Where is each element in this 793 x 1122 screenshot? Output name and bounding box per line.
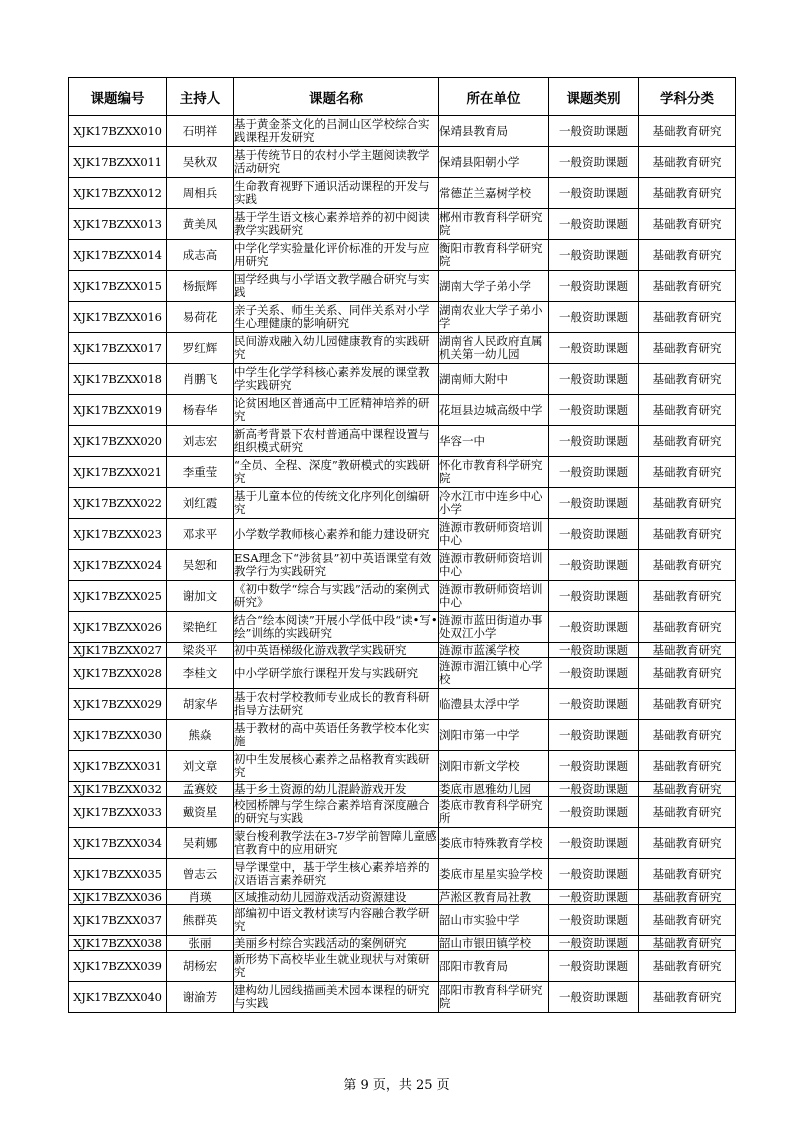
- cell-unit: 冷水江市中连乡中心小学: [439, 488, 549, 519]
- header-host: 主持人: [167, 78, 234, 116]
- cell-unit: 涟源市教研师资培训中心: [439, 581, 549, 612]
- cell-host: 吴恕和: [167, 550, 234, 581]
- cell-subject: 基础教育研究: [639, 209, 736, 240]
- cell-title: 中小学研学旅行课程开发与实践研究: [234, 658, 439, 689]
- cell-category: 一般资助课题: [549, 658, 639, 689]
- cell-host: 肖瑛: [167, 890, 234, 905]
- cell-category: 一般资助课题: [549, 643, 639, 658]
- cell-host: 石明祥: [167, 116, 234, 147]
- table-row: [69, 488, 736, 519]
- cell-subject: 基础教育研究: [639, 116, 736, 147]
- cell-subject: 基础教育研究: [639, 519, 736, 550]
- cell-unit: 衡阳市教育科学研究院: [439, 240, 549, 271]
- cell-code: XJK17BZXX028: [69, 658, 167, 689]
- cell-host: 刘志宏: [167, 426, 234, 457]
- table-row: [69, 782, 736, 797]
- header-title: 课题名称: [234, 78, 439, 116]
- cell-subject: 基础教育研究: [639, 457, 736, 488]
- cell-subject: 基础教育研究: [639, 240, 736, 271]
- cell-subject: 基础教育研究: [639, 488, 736, 519]
- cell-category: 一般资助课题: [549, 982, 639, 1013]
- cell-code: XJK17BZXX029: [69, 689, 167, 720]
- cell-host: 曾志云: [167, 859, 234, 890]
- cell-title: 基于农村学校教师专业成长的教育科研指导方法研究: [234, 689, 439, 720]
- cell-category: 一般资助课题: [549, 364, 639, 395]
- cell-title: 《初中数学“综合与实践”活动的案例式研究》: [234, 581, 439, 612]
- table-row: [69, 426, 736, 457]
- cell-code: XJK17BZXX018: [69, 364, 167, 395]
- cell-host: 谢加文: [167, 581, 234, 612]
- cell-title: 初中英语梯级化游戏教学实践研究: [234, 643, 439, 658]
- cell-category: 一般资助课题: [549, 519, 639, 550]
- cell-code: XJK17BZXX026: [69, 612, 167, 643]
- cell-title: 亲子关系、师生关系、同伴关系对小学生心理健康的影响研究: [234, 302, 439, 333]
- cell-unit: 涟源市蓝溪学校: [439, 643, 549, 658]
- cell-unit: 涟源市教研师资培训中心: [439, 519, 549, 550]
- table-row: [69, 612, 736, 643]
- cell-title: 小学数学教师核心素养和能力建设研究: [234, 519, 439, 550]
- cell-code: XJK17BZXX022: [69, 488, 167, 519]
- cell-host: 梁艳红: [167, 612, 234, 643]
- cell-host: 谢渝芳: [167, 982, 234, 1013]
- cell-subject: 基础教育研究: [639, 720, 736, 751]
- cell-category: 一般资助课题: [549, 395, 639, 426]
- cell-unit: 娄底市特殊教育学校: [439, 828, 549, 859]
- cell-subject: 基础教育研究: [639, 550, 736, 581]
- cell-unit: 涟源市蓝田街道办事处双江小学: [439, 612, 549, 643]
- cell-unit: 娄底市恩雅幼儿园: [439, 782, 549, 797]
- cell-subject: 基础教育研究: [639, 271, 736, 302]
- cell-title: 结合“绘本阅读”开展小学低中段“读•写•绘”训练的实践研究: [234, 612, 439, 643]
- header-category: 课题类别: [549, 78, 639, 116]
- cell-subject: 基础教育研究: [639, 643, 736, 658]
- cell-subject: 基础教育研究: [639, 426, 736, 457]
- cell-title: 基于儿童本位的传统文化序列化创编研究: [234, 488, 439, 519]
- cell-code: XJK17BZXX011: [69, 147, 167, 178]
- table-row: [69, 147, 736, 178]
- cell-code: XJK17BZXX024: [69, 550, 167, 581]
- cell-host: 成志高: [167, 240, 234, 271]
- cell-unit: 保靖县教育局: [439, 116, 549, 147]
- cell-title: 论贫困地区普通高中工匠精神培养的研究: [234, 395, 439, 426]
- cell-category: 一般资助课题: [549, 581, 639, 612]
- page-footer: 第 9 页，共 25 页: [343, 1078, 450, 1093]
- cell-code: XJK17BZXX015: [69, 271, 167, 302]
- cell-subject: 基础教育研究: [639, 828, 736, 859]
- cell-category: 一般资助课题: [549, 905, 639, 936]
- cell-unit: 浏阳市第一中学: [439, 720, 549, 751]
- cell-title: 校园桥牌与学生综合素养培育深度融合的研究与实践: [234, 797, 439, 828]
- table-row: [69, 178, 736, 209]
- cell-title: 初中生发展核心素养之品格教育实践研究: [234, 751, 439, 782]
- table-row: [69, 720, 736, 751]
- cell-code: XJK17BZXX019: [69, 395, 167, 426]
- cell-host: 刘红霞: [167, 488, 234, 519]
- cell-code: XJK17BZXX039: [69, 951, 167, 982]
- cell-host: 黄美凤: [167, 209, 234, 240]
- cell-category: 一般资助课题: [549, 240, 639, 271]
- cell-unit: 湖南大学子弟小学: [439, 271, 549, 302]
- cell-subject: 基础教育研究: [639, 178, 736, 209]
- cell-category: 一般资助课题: [549, 859, 639, 890]
- cell-category: 一般资助课题: [549, 720, 639, 751]
- table-row: [69, 751, 736, 782]
- table-row: [69, 302, 736, 333]
- cell-host: 李重莹: [167, 457, 234, 488]
- cell-host: 肖鹏飞: [167, 364, 234, 395]
- table-row: [69, 457, 736, 488]
- cell-title: 区域推动幼儿园游戏活动资源建设: [234, 890, 439, 905]
- cell-code: XJK17BZXX033: [69, 797, 167, 828]
- cell-subject: 基础教育研究: [639, 797, 736, 828]
- cell-title: 导学课堂中，基于学生核心素养培养的汉语语言素养研究: [234, 859, 439, 890]
- cell-code: XJK17BZXX034: [69, 828, 167, 859]
- cell-title: 基于乡土资源的幼儿混龄游戏开发: [234, 782, 439, 797]
- cell-code: XJK17BZXX032: [69, 782, 167, 797]
- table-row: [69, 951, 736, 982]
- cell-host: 杨春华: [167, 395, 234, 426]
- cell-category: 一般资助课题: [549, 426, 639, 457]
- cell-subject: 基础教育研究: [639, 751, 736, 782]
- cell-category: 一般资助课题: [549, 612, 639, 643]
- table-row: [69, 890, 736, 905]
- cell-title: 新形势下高校毕业生就业现状与对策研究: [234, 951, 439, 982]
- cell-unit: 娄底市星星实验学校: [439, 859, 549, 890]
- cell-category: 一般资助课题: [549, 147, 639, 178]
- cell-code: XJK17BZXX010: [69, 116, 167, 147]
- header-unit: 所在单位: [439, 78, 549, 116]
- cell-host: 梁炎平: [167, 643, 234, 658]
- cell-unit: 湖南师大附中: [439, 364, 549, 395]
- cell-unit: 临澧县太浮中学: [439, 689, 549, 720]
- table-row: [69, 797, 736, 828]
- cell-unit: 韶山市银田镇学校: [439, 936, 549, 951]
- cell-subject: 基础教育研究: [639, 364, 736, 395]
- cell-code: XJK17BZXX013: [69, 209, 167, 240]
- cell-title: 基于教材的高中英语任务教学校本化实施: [234, 720, 439, 751]
- table-row: [69, 936, 736, 951]
- cell-host: 戴资星: [167, 797, 234, 828]
- table-row: [69, 364, 736, 395]
- cell-category: 一般资助课题: [549, 751, 639, 782]
- cell-unit: 浏阳市新文学校: [439, 751, 549, 782]
- cell-category: 一般资助课题: [549, 890, 639, 905]
- cell-unit: 花垣县边城高级中学: [439, 395, 549, 426]
- cell-title: 基于黄金茶文化的吕洞山区学校综合实践课程开发研究: [234, 116, 439, 147]
- cell-code: XJK17BZXX020: [69, 426, 167, 457]
- cell-category: 一般资助课题: [549, 828, 639, 859]
- cell-category: 一般资助课题: [549, 333, 639, 364]
- cell-code: XJK17BZXX014: [69, 240, 167, 271]
- cell-title: 建构幼儿园线描画美术园本课程的研究与实践: [234, 982, 439, 1013]
- table-row: [69, 333, 736, 364]
- cell-subject: 基础教育研究: [639, 395, 736, 426]
- table-row: [69, 689, 736, 720]
- cell-host: 熊群英: [167, 905, 234, 936]
- project-table: [68, 77, 736, 1013]
- cell-category: 一般资助课题: [549, 797, 639, 828]
- cell-category: 一般资助课题: [549, 782, 639, 797]
- cell-unit: 涟源市湄江镇中心学校: [439, 658, 549, 689]
- table-row: [69, 209, 736, 240]
- cell-host: 周相兵: [167, 178, 234, 209]
- table-row: [69, 643, 736, 658]
- cell-host: 胡家华: [167, 689, 234, 720]
- cell-host: 杨振辉: [167, 271, 234, 302]
- cell-title: 部编初中语文教材读写内容融合教学研究: [234, 905, 439, 936]
- cell-unit: 韶山市实验中学: [439, 905, 549, 936]
- table-header-row: [69, 78, 736, 116]
- cell-subject: 基础教育研究: [639, 905, 736, 936]
- header-code: 课题编号: [69, 78, 167, 116]
- cell-subject: 基础教育研究: [639, 936, 736, 951]
- cell-host: 罗红辉: [167, 333, 234, 364]
- cell-category: 一般资助课题: [549, 951, 639, 982]
- cell-host: 熊焱: [167, 720, 234, 751]
- cell-host: 胡杨宏: [167, 951, 234, 982]
- cell-category: 一般资助课题: [549, 936, 639, 951]
- cell-category: 一般资助课题: [549, 302, 639, 333]
- cell-unit: 常德芷兰嘉树学校: [439, 178, 549, 209]
- cell-code: XJK17BZXX025: [69, 581, 167, 612]
- header-subject: 学科分类: [639, 78, 736, 116]
- cell-category: 一般资助课题: [549, 457, 639, 488]
- table-row: [69, 116, 736, 147]
- cell-host: 邓求平: [167, 519, 234, 550]
- cell-unit: 华容一中: [439, 426, 549, 457]
- cell-subject: 基础教育研究: [639, 147, 736, 178]
- table-row: [69, 828, 736, 859]
- table-row: [69, 658, 736, 689]
- cell-category: 一般资助课题: [549, 209, 639, 240]
- table-row: [69, 240, 736, 271]
- table-row: [69, 982, 736, 1013]
- cell-category: 一般资助课题: [549, 178, 639, 209]
- cell-unit: 邵阳市教育局: [439, 951, 549, 982]
- cell-subject: 基础教育研究: [639, 782, 736, 797]
- cell-host: 李桂文: [167, 658, 234, 689]
- cell-category: 一般资助课题: [549, 271, 639, 302]
- cell-title: 中学生化学学科核心素养发展的课堂教学实践研究: [234, 364, 439, 395]
- cell-code: XJK17BZXX040: [69, 982, 167, 1013]
- cell-title: 中学化学实验量化评价标准的开发与应用研究: [234, 240, 439, 271]
- cell-title: 美丽乡村综合实践活动的案例研究: [234, 936, 439, 951]
- cell-subject: 基础教育研究: [639, 890, 736, 905]
- cell-title: ESA理念下“涉贫县”初中英语课堂有效教学行为实践研究: [234, 550, 439, 581]
- cell-host: 张丽: [167, 936, 234, 951]
- cell-unit: 娄底市教育科学研究所: [439, 797, 549, 828]
- table-row: [69, 519, 736, 550]
- cell-subject: 基础教育研究: [639, 982, 736, 1013]
- cell-host: 刘文章: [167, 751, 234, 782]
- cell-title: 国学经典与小学语文教学融合研究与实践: [234, 271, 439, 302]
- cell-code: XJK17BZXX035: [69, 859, 167, 890]
- cell-title: 生命教育视野下通识活动课程的开发与实践: [234, 178, 439, 209]
- cell-code: XJK17BZXX027: [69, 643, 167, 658]
- cell-code: XJK17BZXX021: [69, 457, 167, 488]
- cell-code: XJK17BZXX030: [69, 720, 167, 751]
- cell-code: XJK17BZXX017: [69, 333, 167, 364]
- cell-category: 一般资助课题: [549, 550, 639, 581]
- cell-unit: 郴州市教育科学研究院: [439, 209, 549, 240]
- cell-title: “全员、全程、深度”教研模式的实践研究: [234, 457, 439, 488]
- cell-category: 一般资助课题: [549, 116, 639, 147]
- cell-subject: 基础教育研究: [639, 302, 736, 333]
- cell-unit: 涟源市教研师资培训中心: [439, 550, 549, 581]
- cell-host: 孟赛姣: [167, 782, 234, 797]
- cell-title: 基于传统节日的农村小学主题阅读教学活动研究: [234, 147, 439, 178]
- cell-code: XJK17BZXX012: [69, 178, 167, 209]
- cell-subject: 基础教育研究: [639, 333, 736, 364]
- cell-unit: 湖南农业大学子弟小学: [439, 302, 549, 333]
- cell-unit: 邵阳市教育科学研究院: [439, 982, 549, 1013]
- cell-code: XJK17BZXX037: [69, 905, 167, 936]
- cell-subject: 基础教育研究: [639, 859, 736, 890]
- cell-unit: 湖南省人民政府直属机关第一幼儿园: [439, 333, 549, 364]
- cell-title: 民间游戏融入幼儿园健康教育的实践研究: [234, 333, 439, 364]
- cell-host: 吴秋双: [167, 147, 234, 178]
- cell-subject: 基础教育研究: [639, 612, 736, 643]
- cell-unit: 怀化市教育科学研究院: [439, 457, 549, 488]
- cell-category: 一般资助课题: [549, 488, 639, 519]
- table-row: [69, 395, 736, 426]
- cell-code: XJK17BZXX023: [69, 519, 167, 550]
- table-row: [69, 271, 736, 302]
- table-row: [69, 905, 736, 936]
- cell-unit: 保靖县阳朝小学: [439, 147, 549, 178]
- cell-title: 蒙台梭利教学法在3-7岁学前智障儿童感官教育中的应用研究: [234, 828, 439, 859]
- table-row: [69, 581, 736, 612]
- cell-code: XJK17BZXX036: [69, 890, 167, 905]
- cell-subject: 基础教育研究: [639, 951, 736, 982]
- table-row: [69, 859, 736, 890]
- cell-subject: 基础教育研究: [639, 581, 736, 612]
- cell-unit: 芦淞区教育局社教: [439, 890, 549, 905]
- cell-title: 基于学生语文核心素养培养的初中阅读教学实践研究: [234, 209, 439, 240]
- cell-host: 易荷花: [167, 302, 234, 333]
- cell-subject: 基础教育研究: [639, 689, 736, 720]
- cell-code: XJK17BZXX038: [69, 936, 167, 951]
- cell-category: 一般资助课题: [549, 689, 639, 720]
- cell-title: 新高考背景下农村普通高中课程设置与组织模式研究: [234, 426, 439, 457]
- cell-code: XJK17BZXX031: [69, 751, 167, 782]
- cell-host: 吴莉娜: [167, 828, 234, 859]
- cell-subject: 基础教育研究: [639, 658, 736, 689]
- cell-code: XJK17BZXX016: [69, 302, 167, 333]
- table-row: [69, 550, 736, 581]
